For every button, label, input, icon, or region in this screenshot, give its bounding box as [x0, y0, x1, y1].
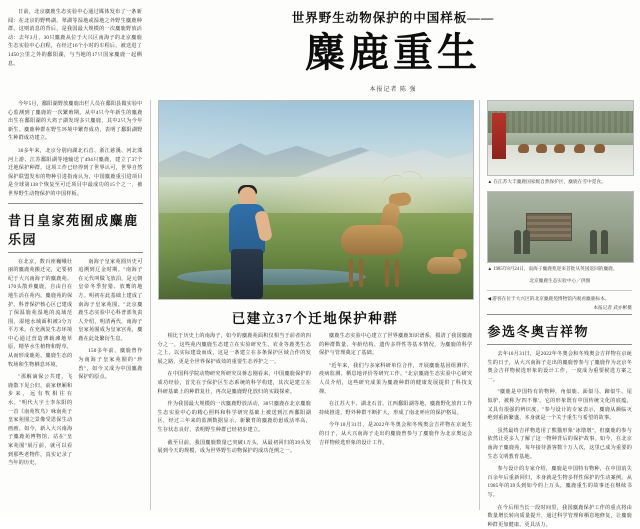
winter-treeline: [488, 111, 633, 133]
winter-deer: [594, 144, 605, 153]
winter-deer: [518, 144, 529, 153]
photo-source: 北京麋鹿生态实验中心／供图: [487, 278, 632, 285]
mascot-paragraph-5: 在今后相当长一段时间里，我国麋鹿保护工作的重点将由数量增长转向质量提升，通过科学管理和栖息地修复，让麋鹿种群更加健康、更具活力。: [487, 504, 632, 529]
lead-paragraphs: [8, 8, 142, 68]
column-center: [151, 100, 480, 510]
visitor-boy: [223, 187, 275, 299]
lead-paragraph-3: 30多年来，北京分别向湖北石首、浙江慈溪、河北滦河上游、江苏鄱阳湖等地输送了494只麋鹿，建立了37个迁地保护种群。这项工作已经得到了世界认可，世界自然保护联盟发布的物种引进指南认为，中国麋鹿重引进项目是全球第138个恢复至可迁项目中最成功的15个之一，被世界野生动物保护的中国样板。: [8, 147, 143, 199]
mascot-paragraph-3: 虽然最终吉祥物选用了熊猫形象"冰墩墩"，但麋鹿的参与依然让更多人了解了这一物种背后的保护故事。如今，在北京南海子麋鹿苑，每年接待游客数十万人次，这里已成为重要的生态文明教育基地。: [487, 427, 632, 461]
fawn-body: [427, 257, 461, 274]
park-paragraph-3: 南海子皇家苑囿历史可追溯到辽金时期。"南海子在元代叫做飞放泊，是元朝皇帝冬季狩猎、放鹰的地方。明初在此基础上建成了南海子皇家苑囿。"北京麋鹿生态实验中心科普部负责人介绍，明清两代，南海子皇家苑囿成为皇家宫苑，麋鹿在此处繁衍生息。: [78, 258, 142, 344]
deer-leg: [395, 259, 399, 287]
divider-rule-4: [487, 314, 632, 315]
fawn-specimen: [427, 249, 467, 283]
deer-specimen: [329, 173, 415, 281]
masthead: [150, 0, 640, 100]
section-title-mascot: 参选冬奥吉祥物: [487, 321, 632, 340]
center-paragraph-6: "近年来，我们与多家科研单位合作，开展麋鹿基因组测序、疫病监测、栖息地评价等研究工作。"北京麋鹿生态实验中心研究人员介绍，这些研究成果为麋鹿种群的健康发展提供了科技支撑。: [319, 362, 472, 396]
mascot-paragraph-1: 去年10月31日，是2022年冬奥会和冬残奥会吉祥物在京诞生的日子，从大兴南海子走出的麋鹿曾参与了麋鹿作为北京冬奥会吉祥物候选形象的设计工作，一度成为重要候选方案之一。: [487, 350, 632, 384]
divider-rule-5: [487, 344, 632, 345]
photo-credit: 本报记者 武亦彬摄: [487, 305, 632, 311]
column-left-split: [8, 258, 143, 472]
mascot-text: [487, 350, 632, 529]
mascot-paragraph-2: "麋鹿是中国特有的物种，角似鹿、面似马、蹄似牛、尾似驴，被称为'四不像'，它的形象既有中国传统文化的底蕴，又具有很强的辨识度。"参与设计的专家表示，麋鹿从濒临灭绝到重新繁盛，本身就是一个关于重生与希望的故事。: [487, 388, 632, 422]
winter-deer: [536, 144, 547, 153]
page-header: [0, 0, 640, 100]
release-photo-caption: ▲ 1985年8月24日，南海子麋鹿苑迎来首批从英国返回的麋鹿。: [487, 266, 632, 273]
column-right: [480, 100, 632, 510]
inline-photo-note: ◀ 游客在位于大兴区的北京麋鹿苑博物馆内观看麋鹿标本。: [487, 296, 632, 303]
lead-paragraph-2: 今年5月，鄱阳湖野放麋鹿出栏人员在鄱阳县做实验中心监测到了麋鹿的一次繁殖期。从中4只今年新生的麋鹿出生在鄱阳湖的大鸡子湖发现多只麋鹿，其中2只为今年新生。麋鹿种群在野生环境中繁育成功，表明了鄱阳湖野生种群成功建立。: [8, 100, 143, 143]
park-paragraph-2: "那解谪保公共建，飞鹿散下见公归，前家修厢和步来，远有牧相往在水。"明代大字士李东阳的一首《南苑牧鸟》咏南苑子皇家苑囿之景像受恩保生动画画。如今，新入大兴南海子麋鹿苑博物馆，站在"皇家苑囿"展厅前，就可以看到那些老物件，真实记录了当年的历史。: [8, 373, 72, 468]
winter-red-structure: [492, 113, 506, 159]
masthead-kicker: 世界野生动物保护的中国样板——: [156, 8, 630, 26]
deer-leg: [385, 259, 389, 287]
section-title-species: 已建立37个迁地保护种群: [158, 307, 473, 327]
main-grid: [0, 100, 640, 516]
center-text-right: [319, 332, 472, 460]
column-left-text: [8, 100, 143, 199]
park-text-b: [78, 258, 142, 472]
lead-column-top: [0, 0, 150, 100]
center-paragraph-3: 作为我国最大规模的一次麋鹿野放活动，30只麋鹿在北京麋鹿生态实验中心的精心照料和科学研究基础上被送到江西鄱阳湖区，经过三年来的监测数据显示，新繁育的麋鹿幼崽成活率高，生存状态良好，表明野生种群已经初步建立。: [158, 400, 311, 434]
center-paragraph-7: 在江苏大丰、湖北石首、江西鄱阳湖等地，麋鹿野化放归工作持续推进，野外种群不断扩大，形成了南北呼应的保护格局。: [319, 400, 472, 417]
center-split: [158, 332, 473, 460]
center-paragraph-2: 在中国科学院动物研究所研究员蒋志刚看来，中国麋鹿保护的成功经验，首先在于保护区生态系统的科学构建，其次是建立在科研基础上的种群复壮，再次是麋鹿野化放归的实践探索。: [158, 370, 311, 396]
page-title: 麋鹿重生: [156, 30, 630, 76]
park-paragraph-1: 在北京，数百座巍峨壮丽的麋鹿苑搬迁完，定要初纪于大兴南海子的麋鹿苑。170头散养麋鹿，自由自在地生活在苑内。麋鹿苑的保护、科普保护核心区已建成了保温鹿苑湿地的流域范围，湿地水域面积被3分万平方米。在充满复生态环境中心通过营造薄载滩地草原，精华水生植物和野草，从而形成鹿苑、麋鹿生态的牧场和生物栖息环境。: [8, 258, 72, 370]
release-1985-photo: [487, 191, 634, 263]
mural-grassland: [159, 213, 474, 299]
person-figure: [523, 230, 530, 254]
center-paragraph-4: 截至目前，我国麋鹿数量已突破1万头，从最初回归的39头发展到今天的规模，成为世界野生动物保护的成功范例之一。: [158, 439, 311, 456]
transport-crate: [526, 213, 572, 241]
person-figure: [514, 230, 521, 254]
winter-deer: [574, 144, 585, 153]
divider-rule-3: [487, 290, 632, 291]
section-title-park: 昔日皇家苑囿成麋鹿乐园: [8, 210, 143, 248]
center-paragraph-8: 今年10月31日，是2022年冬奥会和冬残奥会吉祥物在京诞生的日子，从大兴南海子走出的麋鹿曾参与了麋鹿作为北京奥运会吉祥物候选形象的设计工作。: [319, 421, 472, 447]
column-left: [8, 100, 150, 510]
winter-herd-photo: [487, 100, 634, 176]
deer-leg: [349, 259, 353, 287]
divider-rule-2: [8, 252, 143, 253]
center-text-left: [158, 332, 311, 460]
divider-rule: [8, 203, 143, 204]
mascot-paragraph-4: 参与设计的专家介绍，麋鹿是中国特有物种，在中国消失百余年后重新回归，本身就是生物多样性保护的生动案例。从1985年的39头到如今的上万头，麋鹿重生的故事还在继续书写。: [487, 465, 632, 499]
lead-paragraph-1: 日前，北京麋鹿生态实验中心通过媒体发布了一条新闻：在北京的野鸭湖、翠湖等湿地或湿地之外野生麋鹿种群。这则消息的背后，是我国最大规模的一次麋鹿野放活动：去年3月，30只麋鹿从位于大兴区南海子的北京麋鹿生态实验中心启程，在经过16个小时的车程后，被送进了1450公里之外的鄱阳湖，与当地的17只国家麋鹿一起栖息。: [8, 8, 142, 68]
person-figure: [590, 230, 597, 254]
person-figure: [601, 230, 608, 254]
museum-photo: [158, 100, 475, 300]
center-paragraph-5: 麋鹿生态实验中心建立了世界麋鹿知识谱系，摸清了我国麋鹿的种群数量、年龄结构、遗传多样性等基本情况，为麋鹿的科学保护与管理奠定了基础。: [319, 332, 472, 358]
deer-leg: [359, 259, 363, 287]
mural-mountains: [159, 129, 474, 177]
park-text-a: [8, 258, 72, 472]
byline: 本报记者 陈 强: [156, 84, 630, 93]
winter-photo-caption: ▲ 在江苏大丰麋鹿国家级自然保护区，麋鹿在雪中觅食。: [487, 179, 632, 186]
center-paragraph-1: 相比于历史上的南海子，如今的麋鹿苑面积仅相当于前者的四分之一，这些苑内麋鹿生态建立在实验研究生、农业等鹿类生态之上，以实际建设而成，这是一条建立在多条保护区域合作的发展之路，更是全世界保护成效的重要生态养护之一。: [158, 332, 311, 366]
boy-legs: [231, 249, 263, 299]
winter-deer: [554, 144, 565, 153]
deer-body: [341, 225, 403, 255]
park-paragraph-4: 150多年前，麋鹿曾作为南海子皇家苑囿的"珍兽"，如今又成为中国麋鹿保护的原点。: [78, 347, 142, 381]
